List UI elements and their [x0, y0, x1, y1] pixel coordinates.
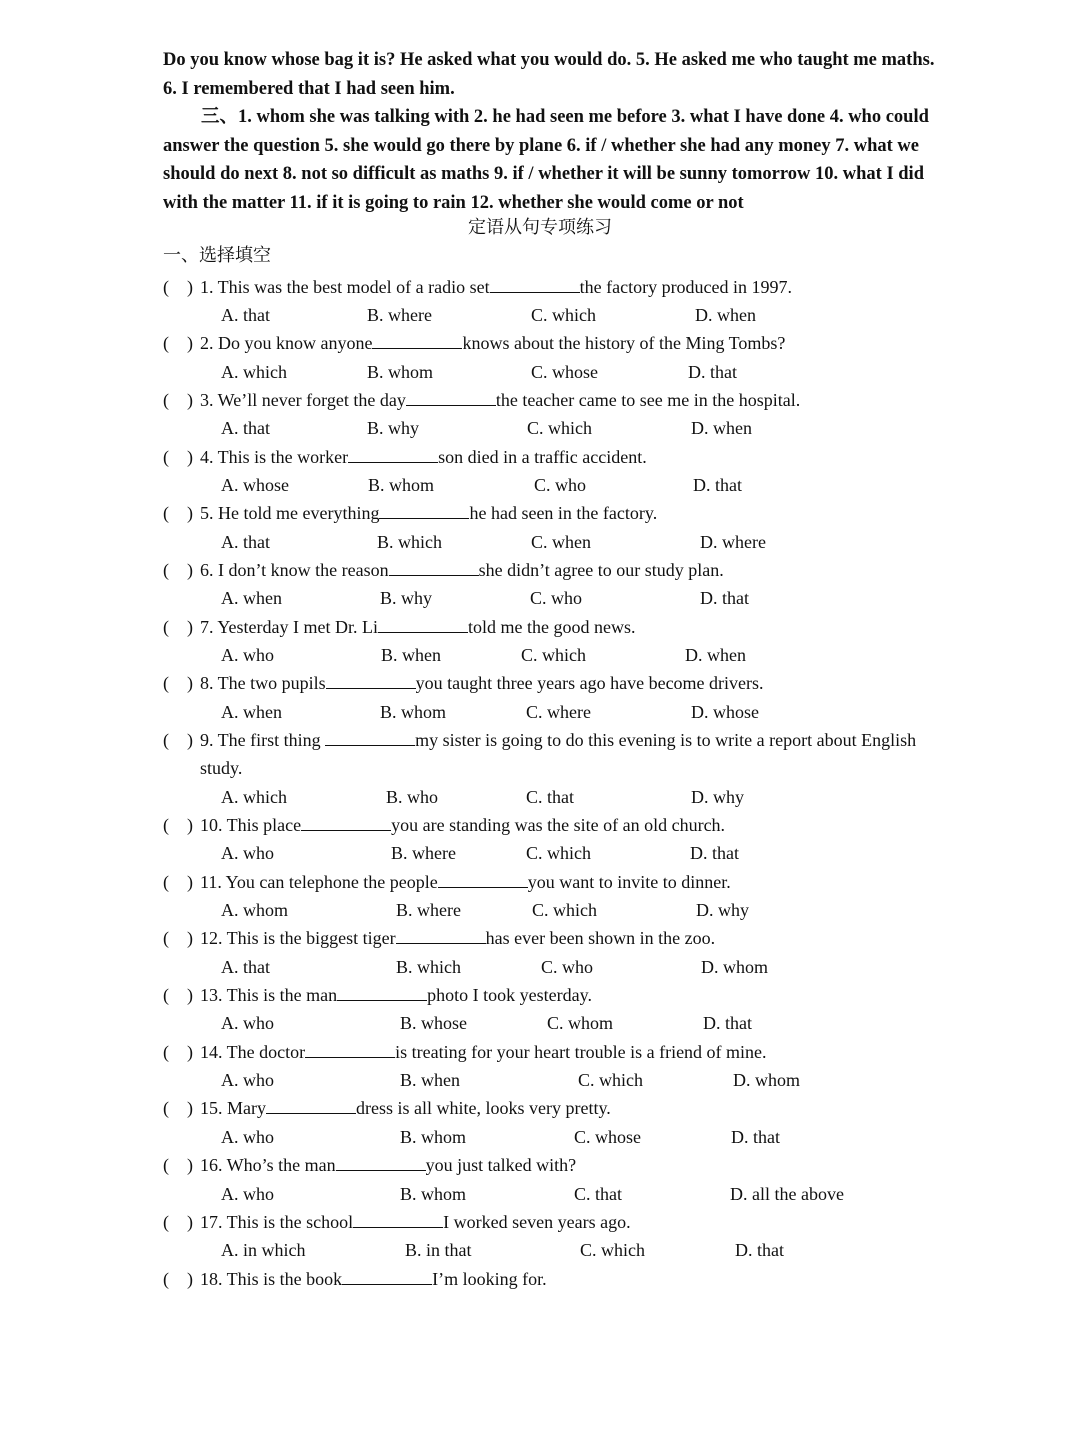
- fill-blank[interactable]: [336, 1154, 426, 1171]
- option-c[interactable]: C. when: [531, 531, 591, 552]
- answer-bracket[interactable]: ( ): [163, 1041, 193, 1062]
- option-d[interactable]: D. why: [696, 900, 749, 921]
- option-a[interactable]: A. that: [221, 956, 270, 977]
- option-a[interactable]: A. who: [221, 1070, 274, 1091]
- option-a[interactable]: A. who: [221, 644, 274, 665]
- fill-blank[interactable]: [372, 332, 462, 349]
- options-row: [221, 414, 943, 442]
- question-stem: 18. This is the book: [200, 1268, 343, 1289]
- options-row: [221, 471, 943, 499]
- answer-bracket[interactable]: ( ): [163, 871, 193, 892]
- question-text: [200, 273, 943, 301]
- question-continuation: I worked seven years ago.: [443, 1211, 631, 1232]
- option-b[interactable]: B. whom: [368, 474, 435, 495]
- question-stem: 2. Do you know anyone: [200, 333, 373, 354]
- answer-bracket[interactable]: ( ): [163, 985, 193, 1006]
- option-b[interactable]: B. who: [386, 786, 439, 807]
- question-stem: 16. Who’s the man: [200, 1155, 336, 1176]
- fill-blank[interactable]: [305, 1041, 395, 1058]
- fill-blank[interactable]: [326, 672, 416, 689]
- option-a[interactable]: A. whose: [221, 474, 289, 495]
- option-d[interactable]: D. that: [693, 474, 742, 495]
- option-a[interactable]: A. who: [221, 1183, 274, 1204]
- options-row: [221, 839, 943, 867]
- answer-paragraph-1: Do you know whose bag it is? He asked what you would do. 5. He asked me who taught me maths. 6. I remembered that I had seen him.: [163, 50, 935, 99]
- options-row: [221, 641, 943, 669]
- option-c[interactable]: C. which: [531, 304, 596, 325]
- question-continuation: you taught three years ago have become drivers.: [415, 673, 764, 694]
- option-d[interactable]: D. whom: [701, 956, 768, 977]
- option-c[interactable]: C. that: [526, 786, 574, 807]
- question-13: [163, 981, 943, 1009]
- question-stem: 3. We’ll never forget the day: [200, 389, 406, 410]
- question-14: [163, 1038, 943, 1066]
- question-text: [200, 981, 943, 1009]
- question-7: [163, 613, 943, 641]
- answer-bracket[interactable]: ( ): [163, 389, 193, 410]
- page-title: 定语从句专项练习: [468, 217, 612, 237]
- question-text: [200, 1265, 943, 1293]
- option-b[interactable]: B. when: [400, 1070, 460, 1091]
- fill-blank[interactable]: [396, 927, 486, 944]
- option-d[interactable]: D. when: [685, 644, 746, 665]
- question-stem: 1. This was the best model of a radio set: [200, 276, 490, 297]
- answer-key: [163, 46, 943, 217]
- option-a[interactable]: A. that: [221, 418, 270, 439]
- fill-blank[interactable]: [348, 446, 438, 463]
- options-row: [221, 301, 943, 329]
- option-d[interactable]: D. that: [688, 361, 737, 382]
- question-text: [200, 1208, 943, 1236]
- question-stem: 8. The two pupils: [200, 673, 326, 694]
- option-d[interactable]: D. all the above: [730, 1183, 844, 1204]
- question-1: [163, 273, 943, 301]
- answer-bracket[interactable]: ( ): [163, 333, 193, 354]
- question-continuation: she didn’t agree to our study plan.: [478, 559, 724, 580]
- fill-blank[interactable]: [379, 502, 469, 519]
- option-a[interactable]: A. when: [221, 701, 282, 722]
- option-d[interactable]: D. whom: [733, 1070, 800, 1091]
- option-a[interactable]: A. who: [221, 843, 274, 864]
- option-c[interactable]: C. whose: [531, 361, 598, 382]
- option-d[interactable]: D. when: [695, 304, 756, 325]
- option-a[interactable]: A. who: [221, 1126, 274, 1147]
- option-b[interactable]: B. when: [381, 644, 441, 665]
- option-c[interactable]: C. who: [534, 474, 587, 495]
- question-continuation: the teacher came to see me in the hospital.: [495, 389, 801, 410]
- options-row: [221, 783, 943, 811]
- option-a[interactable]: A. which: [221, 786, 287, 807]
- question-continuation: son died in a traffic accident.: [438, 446, 647, 467]
- options-row: [221, 584, 943, 612]
- answer-bracket[interactable]: ( ): [163, 276, 193, 297]
- option-a[interactable]: A. whom: [221, 900, 288, 921]
- question-continuation: my sister is going to do this evening is to write a report about English study.: [200, 730, 917, 779]
- question-text: [200, 1151, 943, 1179]
- question-text: [200, 924, 943, 952]
- option-b[interactable]: B. where: [391, 843, 456, 864]
- question-text: [200, 868, 943, 896]
- question-continuation: has ever been shown in the zoo.: [485, 928, 716, 949]
- section-heading: 一、选择填空: [163, 245, 271, 265]
- question-17: [163, 1208, 943, 1236]
- option-c[interactable]: C. that: [574, 1183, 622, 1204]
- fill-blank[interactable]: [389, 559, 479, 576]
- options-row: [221, 896, 943, 924]
- question-stem: 14. The doctor: [200, 1041, 306, 1062]
- answer-bracket[interactable]: ( ): [163, 1211, 193, 1232]
- option-a[interactable]: A. when: [221, 588, 282, 609]
- question-stem: 5. He told me everything: [200, 503, 380, 524]
- option-d[interactable]: D. that: [735, 1240, 784, 1261]
- fill-blank[interactable]: [266, 1097, 356, 1114]
- option-d[interactable]: D. that: [703, 1013, 752, 1034]
- answer-bracket[interactable]: ( ): [163, 673, 193, 694]
- question-continuation: you are standing was the site of an old church.: [391, 815, 726, 836]
- fill-blank[interactable]: [337, 984, 427, 1001]
- option-d[interactable]: D. whose: [691, 701, 759, 722]
- option-b[interactable]: B. whom: [380, 701, 447, 722]
- question-text: [200, 556, 943, 584]
- options-row: [221, 698, 943, 726]
- question-11: [163, 868, 943, 896]
- option-d[interactable]: D. that: [700, 588, 749, 609]
- option-d[interactable]: D. when: [691, 418, 752, 439]
- fill-blank[interactable]: [301, 814, 391, 831]
- fill-blank[interactable]: [490, 276, 580, 293]
- option-d[interactable]: D. where: [700, 531, 766, 552]
- question-continuation: he had seen in the factory.: [469, 503, 658, 524]
- option-b[interactable]: B. whom: [367, 361, 434, 382]
- option-b[interactable]: B. where: [396, 900, 461, 921]
- question-9: [163, 726, 943, 783]
- answer-bracket[interactable]: ( ): [163, 730, 193, 750]
- option-b[interactable]: B. why: [380, 588, 433, 609]
- answer-bracket[interactable]: ( ): [163, 1268, 193, 1289]
- question-16: [163, 1151, 943, 1179]
- option-c[interactable]: C. which: [578, 1070, 643, 1091]
- fill-blank[interactable]: [353, 1211, 443, 1228]
- question-text: [200, 443, 943, 471]
- question-list: [163, 273, 943, 1293]
- question-stem: 6. I don’t know the reason: [200, 559, 389, 580]
- answer-bracket[interactable]: ( ): [163, 503, 193, 524]
- option-a[interactable]: A. that: [221, 531, 270, 552]
- question-continuation: knows about the history of the Ming Tombs?: [462, 333, 786, 354]
- question-continuation: the factory produced in 1997.: [579, 276, 793, 297]
- option-b[interactable]: B. whom: [400, 1183, 467, 1204]
- question-8: [163, 669, 943, 697]
- option-c[interactable]: C. which: [527, 418, 592, 439]
- option-b[interactable]: B. which: [396, 956, 461, 977]
- question-text: [200, 499, 943, 527]
- question-stem: 10. This place: [200, 815, 302, 836]
- fill-blank[interactable]: [325, 729, 415, 746]
- question-continuation: photo I took yesterday.: [427, 985, 592, 1006]
- question-stem: 7. Yesterday I met Dr. Li: [200, 616, 378, 637]
- option-c[interactable]: C. which: [526, 843, 591, 864]
- question-10: [163, 811, 943, 839]
- answer-bracket[interactable]: ( ): [163, 559, 193, 580]
- question-text: [200, 1094, 943, 1122]
- answer-bracket[interactable]: ( ): [163, 616, 193, 637]
- option-b[interactable]: B. whose: [400, 1013, 467, 1034]
- question-stem: 9. The first thing: [200, 730, 326, 750]
- question-stem: 4. This is the worker: [200, 446, 349, 467]
- option-a[interactable]: A. that: [221, 304, 270, 325]
- answer-paragraph-2: 三、1. whom she was talking with 2. he had seen me before 3. what I have done 4. who could answer the question 5. she would go there by plane 6. if / whether she had any money 7. what we should do next 8. not so difficult as maths 9. if / whether it will be sunny tomorrow 10. what I did with the matter 11. if it is going to rain 12. whether she would come or not: [163, 107, 929, 213]
- question-5: [163, 499, 943, 527]
- option-d[interactable]: D. that: [690, 843, 739, 864]
- question-continuation: dress is all white, looks very pretty.: [356, 1098, 611, 1119]
- question-15: [163, 1094, 943, 1122]
- answer-bracket[interactable]: ( ): [163, 1098, 193, 1119]
- question-text: [200, 811, 943, 839]
- answer-bracket[interactable]: ( ): [163, 446, 193, 467]
- option-b[interactable]: B. why: [367, 418, 420, 439]
- question-stem: 13. This is the man: [200, 985, 338, 1006]
- option-b[interactable]: B. where: [367, 304, 432, 325]
- options-row: [221, 1180, 943, 1208]
- options-row: [221, 1236, 943, 1264]
- question-continuation: you just talked with?: [425, 1155, 577, 1176]
- question-4: [163, 443, 943, 471]
- question-12: [163, 924, 943, 952]
- option-b[interactable]: B. which: [377, 531, 442, 552]
- question-text: [200, 386, 943, 414]
- options-row: [221, 1123, 943, 1151]
- option-c[interactable]: C. which: [521, 644, 586, 665]
- option-a[interactable]: A. in which: [221, 1240, 306, 1261]
- fill-blank[interactable]: [378, 616, 468, 633]
- question-continuation: you want to invite to dinner.: [527, 871, 731, 892]
- question-text: [200, 613, 943, 641]
- question-2: [163, 329, 943, 357]
- answer-bracket[interactable]: ( ): [163, 928, 193, 949]
- option-d[interactable]: D. that: [731, 1126, 780, 1147]
- option-c[interactable]: C. who: [541, 956, 594, 977]
- options-row: [221, 358, 943, 386]
- question-continuation: is treating for your heart trouble is a friend of mine.: [395, 1041, 767, 1062]
- option-b[interactable]: B. whom: [400, 1126, 467, 1147]
- fill-blank[interactable]: [342, 1268, 432, 1285]
- options-row: [221, 1066, 943, 1094]
- fill-blank[interactable]: [406, 389, 496, 406]
- options-row: [221, 1009, 943, 1037]
- option-a[interactable]: A. which: [221, 361, 287, 382]
- question-text: [200, 329, 943, 357]
- question-continuation: told me the good news.: [467, 616, 636, 637]
- option-c[interactable]: C. which: [532, 900, 597, 921]
- question-text: [200, 726, 943, 783]
- option-c[interactable]: C. where: [526, 701, 591, 722]
- answer-bracket[interactable]: ( ): [163, 1155, 193, 1176]
- option-a[interactable]: A. who: [221, 1013, 274, 1034]
- question-stem: 12. This is the biggest tiger: [200, 928, 396, 949]
- question-continuation: I’m looking for.: [432, 1268, 547, 1289]
- options-row: [221, 953, 943, 981]
- question-3: [163, 386, 943, 414]
- question-stem: 17. This is the school: [200, 1211, 354, 1232]
- question-18: [163, 1265, 943, 1293]
- options-row: [221, 528, 943, 556]
- question-text: [200, 669, 943, 697]
- answer-bracket[interactable]: ( ): [163, 815, 193, 836]
- question-stem: 15. Mary: [200, 1098, 266, 1119]
- fill-blank[interactable]: [438, 871, 528, 888]
- question-text: [200, 1038, 943, 1066]
- option-c[interactable]: C. who: [530, 588, 583, 609]
- option-c[interactable]: C. whose: [574, 1126, 641, 1147]
- option-c[interactable]: C. which: [580, 1240, 645, 1261]
- question-stem: 11. You can telephone the people: [200, 871, 438, 892]
- option-c[interactable]: C. whom: [547, 1013, 614, 1034]
- option-d[interactable]: D. why: [691, 786, 744, 807]
- option-b[interactable]: B. in that: [405, 1240, 472, 1261]
- question-6: [163, 556, 943, 584]
